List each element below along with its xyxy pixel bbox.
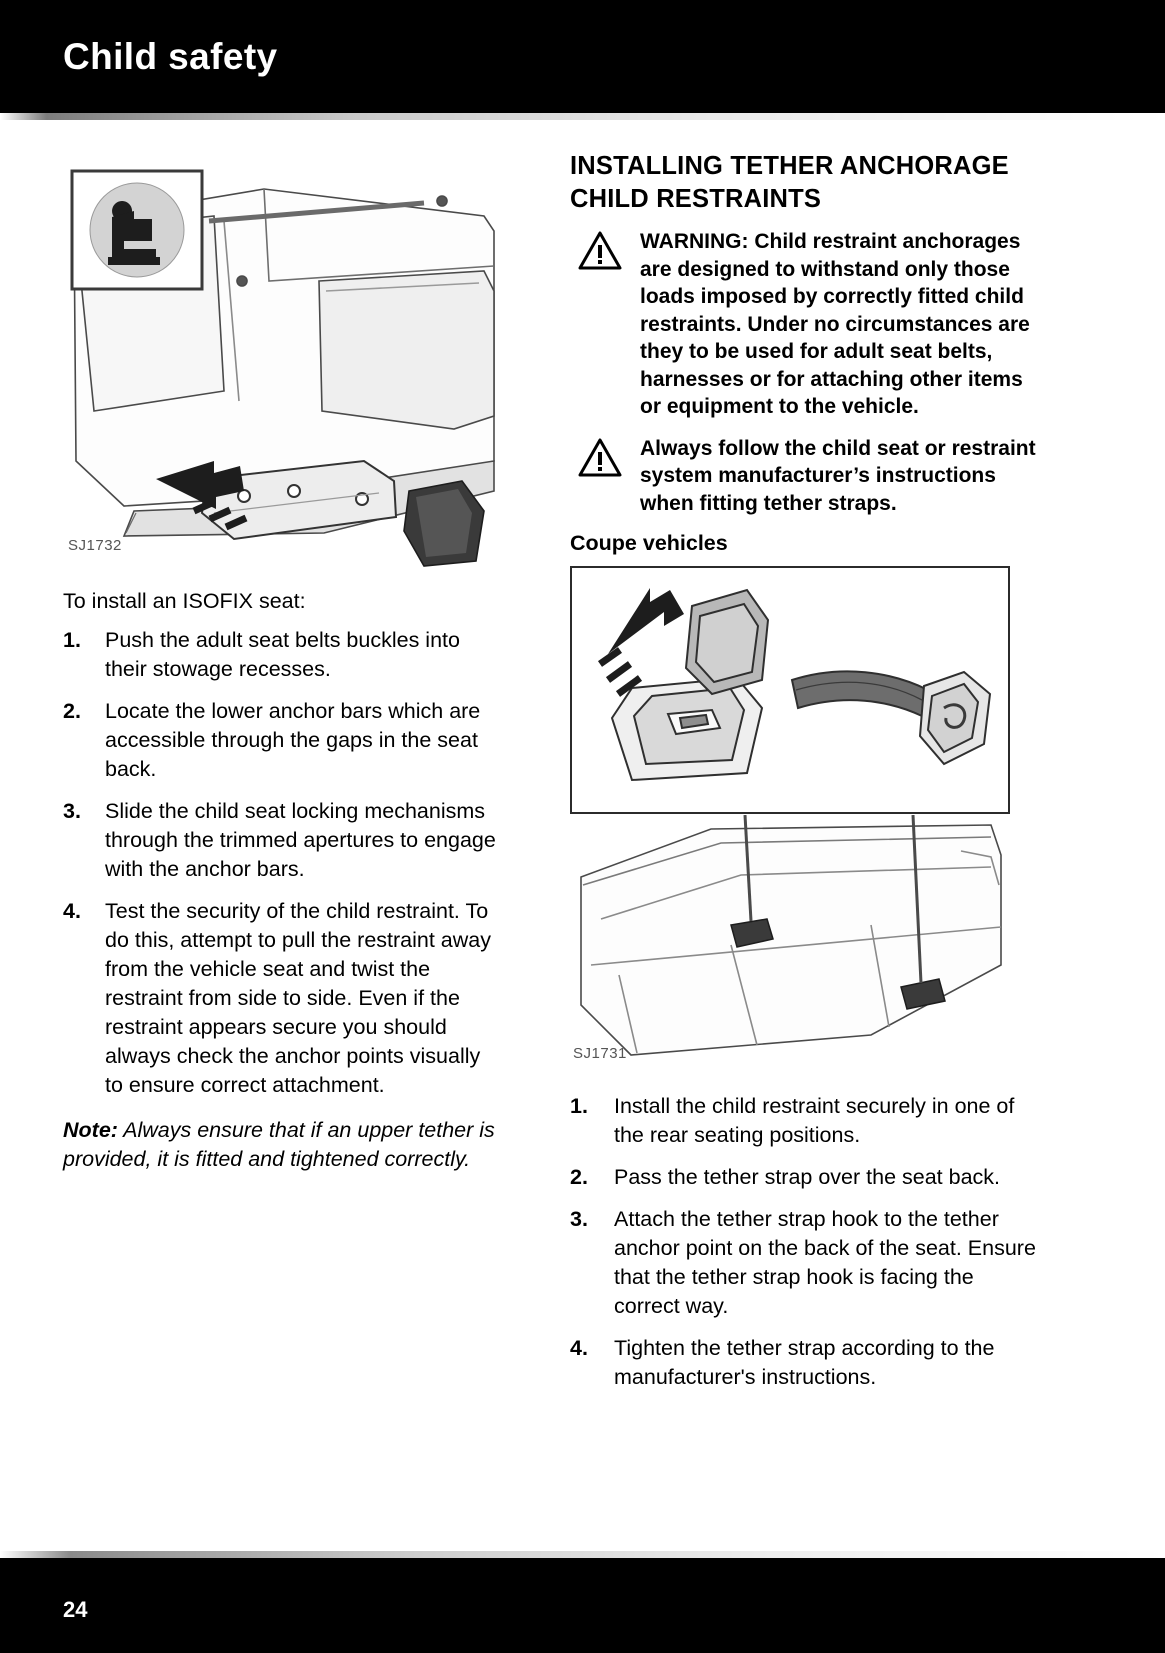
list-item xyxy=(570,1163,1040,1192)
list-item xyxy=(570,1334,1040,1392)
arrow-indicator xyxy=(600,588,684,694)
step-text: Pass the tether strap over the seat back. xyxy=(614,1165,1001,1189)
step-number: 3. xyxy=(63,799,81,823)
warning-triangle-icon xyxy=(578,438,622,478)
header-divider xyxy=(0,113,1165,120)
child-seat-symbol-icon xyxy=(72,171,202,289)
figure-isofix-installation xyxy=(63,160,505,572)
page-number: 24 xyxy=(63,1597,88,1622)
warning-text: WARNING: Child restraint anchorages are designed to withstand only those loads imposed by correctly fitted child restraints. Under no circumstances are they to be used for adult seat belts, harnesses or for attaching other items or equipment to the vehicle. xyxy=(640,230,1030,418)
figure-rear-seat-anchor-points xyxy=(570,814,1012,1086)
tether-steps-list xyxy=(570,1092,1040,1392)
left-column xyxy=(63,160,503,1174)
step-text: Locate the lower anchor bars which are accessible through the gaps in the seat back. xyxy=(105,699,481,781)
list-item xyxy=(63,697,503,784)
step-text: Test the security of the child restraint. To do this, attempt to pull the restraint away from the vehicle seat and twist the restraint from side to side. Even if the restraint appears secure you should always check the anchor points visually to ensure correct attachment. xyxy=(105,899,492,1097)
step-text: Tighten the tether strap according to the manufacturer's instructions. xyxy=(614,1336,995,1389)
page-title: Child safety xyxy=(63,36,278,77)
step-number: 4. xyxy=(63,899,81,923)
right-column xyxy=(570,150,1040,1405)
tether-anchor-detail-illustration xyxy=(572,568,1008,812)
list-item xyxy=(570,1205,1040,1321)
rear-seat-anchor-illustration xyxy=(571,815,1011,1065)
isofix-illustration xyxy=(64,161,504,571)
list-item xyxy=(63,897,503,1100)
list-item xyxy=(63,797,503,884)
step-number: 4. xyxy=(570,1336,588,1360)
warning-triangle-icon xyxy=(578,231,622,271)
note-block xyxy=(63,1116,503,1174)
warning-block-2 xyxy=(570,435,1040,518)
note-label: Note: xyxy=(63,1118,118,1142)
section-heading: INSTALLING TETHER ANCHORAGE CHILD RESTRAINTS xyxy=(570,152,1009,213)
list-item xyxy=(63,626,503,684)
step-text: Push the adult seat belts buckles into their stowage recesses. xyxy=(105,628,460,681)
page-header xyxy=(0,0,1165,113)
step-text: Slide the child seat locking mechanisms through the trimmed apertures to engage with the anchor bars. xyxy=(105,799,496,881)
step-text: Install the child restraint securely in one of the rear seating positions. xyxy=(614,1094,1015,1147)
step-text: Attach the tether strap hook to the tether anchor point on the back of the seat. Ensure that the tether strap hook is facing the correct way. xyxy=(614,1207,1036,1318)
step-number: 3. xyxy=(570,1207,588,1231)
step-number: 2. xyxy=(570,1165,588,1189)
isofix-intro-text: To install an ISOFIX seat: xyxy=(63,589,306,613)
figure-caption-sj1731: SJ1731 xyxy=(573,1045,627,1062)
subheading-coupe-vehicles: Coupe vehicles xyxy=(570,531,728,555)
figure-tether-anchor-detail xyxy=(570,566,1010,814)
warning-text: Always follow the child seat or restraint system manufacturer’s instructions when fitting tether straps. xyxy=(640,436,1036,515)
step-number: 2. xyxy=(63,699,81,723)
page-footer xyxy=(0,1558,1165,1653)
step-number: 1. xyxy=(570,1094,588,1118)
figure-caption-sj1732: SJ1732 xyxy=(68,537,122,554)
step-number: 1. xyxy=(63,628,81,652)
list-item xyxy=(570,1092,1040,1150)
warning-block-1 xyxy=(570,228,1040,421)
note-text: Always ensure that if an upper tether is provided, it is fitted and tightened correctly. xyxy=(63,1118,495,1171)
isofix-steps-list xyxy=(63,626,503,1100)
footer-divider xyxy=(0,1551,1165,1558)
